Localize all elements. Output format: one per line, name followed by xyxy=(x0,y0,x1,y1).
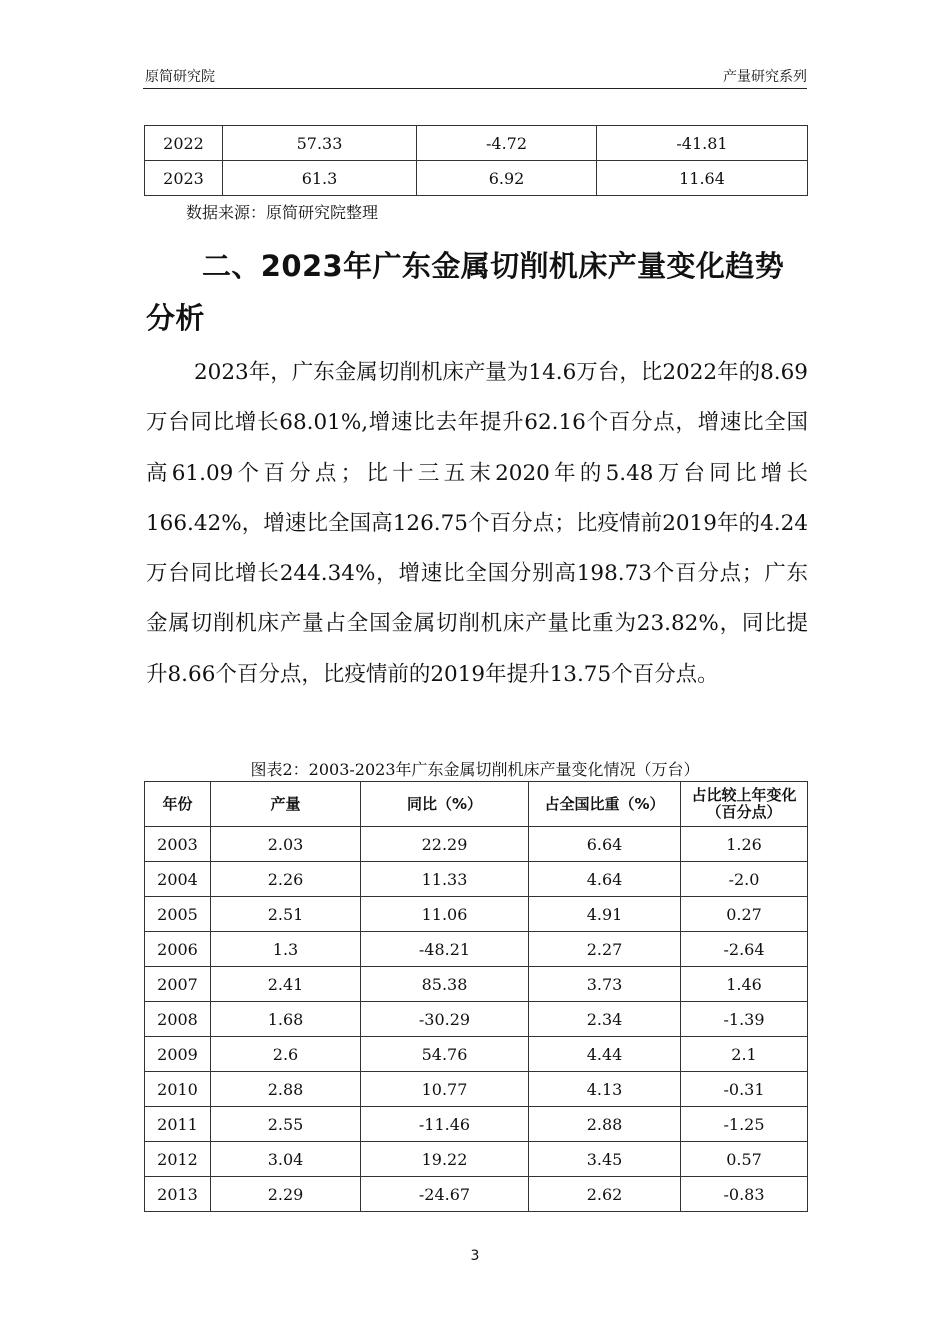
table-cell: 2010 xyxy=(145,1072,211,1107)
table-cell: 3.73 xyxy=(529,967,681,1002)
header-divider xyxy=(143,88,807,89)
table-cell: 2003 xyxy=(145,827,211,862)
table-cell: -0.83 xyxy=(681,1177,808,1212)
table-cell: 2.1 xyxy=(681,1037,808,1072)
table-cell: 19.22 xyxy=(361,1142,529,1177)
table-cell: -11.46 xyxy=(361,1107,529,1142)
table-row xyxy=(145,1072,808,1107)
table-cell: -2.0 xyxy=(681,862,808,897)
table-caption: 图表2：2003-2023年广东金属切削机床产量变化情况（万台） xyxy=(250,760,700,779)
table-cell: -48.21 xyxy=(361,932,529,967)
table-cell: 1.26 xyxy=(681,827,808,862)
page-number: 3 xyxy=(470,1248,480,1264)
table-row xyxy=(145,967,808,1002)
continued-data-table xyxy=(144,125,808,196)
table-cell: 2011 xyxy=(145,1107,211,1142)
table-cell: 2.29 xyxy=(211,1177,361,1212)
table-cell: 54.76 xyxy=(361,1037,529,1072)
table-cell: 4.91 xyxy=(529,897,681,932)
table-header-cell: 占全国比重（%） xyxy=(529,782,681,827)
table-cell: 2012 xyxy=(145,1142,211,1177)
data-source-note: 数据来源：原简研究院整理 xyxy=(186,203,379,222)
table-cell: -41.81 xyxy=(597,126,808,161)
table-cell: 2.62 xyxy=(529,1177,681,1212)
analysis-paragraph: 2023年，广东金属切削机床产量为14.6万台，比2022年的8.69万台同比增长68.01%,增速比去年提升62.16个百分点，增速比全国高61.09个百分点；比十三五末2020年的5.48万台同比增长166.42%，增速比全国高126.75个百分点；比疫情前2019年的4.24万台同比增长244.34%，增速比全国分别高198.73个百分点；广东金属切削机床产量占全国金属切削机床产量比重为23.82%，同比提升8.66个百分点，比疫情前的2019年提升13.75个百分点。 xyxy=(146,360,808,687)
header-series-name: 产量研究系列 xyxy=(723,69,807,85)
table-cell: 6.64 xyxy=(529,827,681,862)
table-cell: 3.45 xyxy=(529,1142,681,1177)
table-cell: 10.77 xyxy=(361,1072,529,1107)
table-cell: 2007 xyxy=(145,967,211,1002)
table-cell: 2006 xyxy=(145,932,211,967)
table-cell: 11.06 xyxy=(361,897,529,932)
table-header-cell: 同比（%） xyxy=(361,782,529,827)
table-cell: 2.6 xyxy=(211,1037,361,1072)
table-cell: 2022 xyxy=(145,126,223,161)
table-cell: -2.64 xyxy=(681,932,808,967)
table-cell: 85.38 xyxy=(361,967,529,1002)
table-cell: 2013 xyxy=(145,1177,211,1212)
table-cell: 2.34 xyxy=(529,1002,681,1037)
table-row xyxy=(145,1177,808,1212)
table-cell: 0.27 xyxy=(681,897,808,932)
table-cell: 6.92 xyxy=(417,161,597,196)
table-row xyxy=(145,1002,808,1037)
table-cell: 1.3 xyxy=(211,932,361,967)
table-cell: 2004 xyxy=(145,862,211,897)
table-cell: 3.04 xyxy=(211,1142,361,1177)
table-cell: 4.64 xyxy=(529,862,681,897)
table-cell: 2.27 xyxy=(529,932,681,967)
table-cell: 2009 xyxy=(145,1037,211,1072)
table-cell: -1.39 xyxy=(681,1002,808,1037)
table-cell: -0.31 xyxy=(681,1072,808,1107)
table-cell: 2.55 xyxy=(211,1107,361,1142)
table-cell: 4.13 xyxy=(529,1072,681,1107)
section-title: 二、2023年广东金属切削机床产量变化趋势分析 xyxy=(146,249,785,335)
table-row xyxy=(145,161,808,196)
production-table xyxy=(144,781,808,1212)
table-header-cell: 产量 xyxy=(211,782,361,827)
table-cell: 11.33 xyxy=(361,862,529,897)
table-cell: 2008 xyxy=(145,1002,211,1037)
table-cell: 22.29 xyxy=(361,827,529,862)
table-cell: 11.64 xyxy=(597,161,808,196)
table-row xyxy=(145,932,808,967)
table-cell: 2023 xyxy=(145,161,223,196)
table-cell: 2.41 xyxy=(211,967,361,1002)
table-row xyxy=(145,1142,808,1177)
header-org-name: 原简研究院 xyxy=(145,69,215,85)
table-cell: 2.88 xyxy=(211,1072,361,1107)
table-row xyxy=(145,862,808,897)
table-cell: -30.29 xyxy=(361,1002,529,1037)
table-row xyxy=(145,1037,808,1072)
table-cell: 1.46 xyxy=(681,967,808,1002)
table-header-cell: 占比较上年变化（百分点） xyxy=(681,782,808,827)
table-cell: -4.72 xyxy=(417,126,597,161)
table-cell: -1.25 xyxy=(681,1107,808,1142)
table-cell: 2.26 xyxy=(211,862,361,897)
table-cell: -24.67 xyxy=(361,1177,529,1212)
table-row xyxy=(145,126,808,161)
table-cell: 2.03 xyxy=(211,827,361,862)
table-header-cell: 年份 xyxy=(145,782,211,827)
table-cell: 2005 xyxy=(145,897,211,932)
table-row xyxy=(145,897,808,932)
table-cell: 0.57 xyxy=(681,1142,808,1177)
table-row xyxy=(145,827,808,862)
table-cell: 4.44 xyxy=(529,1037,681,1072)
table-cell: 57.33 xyxy=(223,126,417,161)
table-header-row xyxy=(145,782,808,827)
table-row xyxy=(145,1107,808,1142)
table-cell: 2.88 xyxy=(529,1107,681,1142)
table-cell: 1.68 xyxy=(211,1002,361,1037)
table-cell: 2.51 xyxy=(211,897,361,932)
table-cell: 61.3 xyxy=(223,161,417,196)
